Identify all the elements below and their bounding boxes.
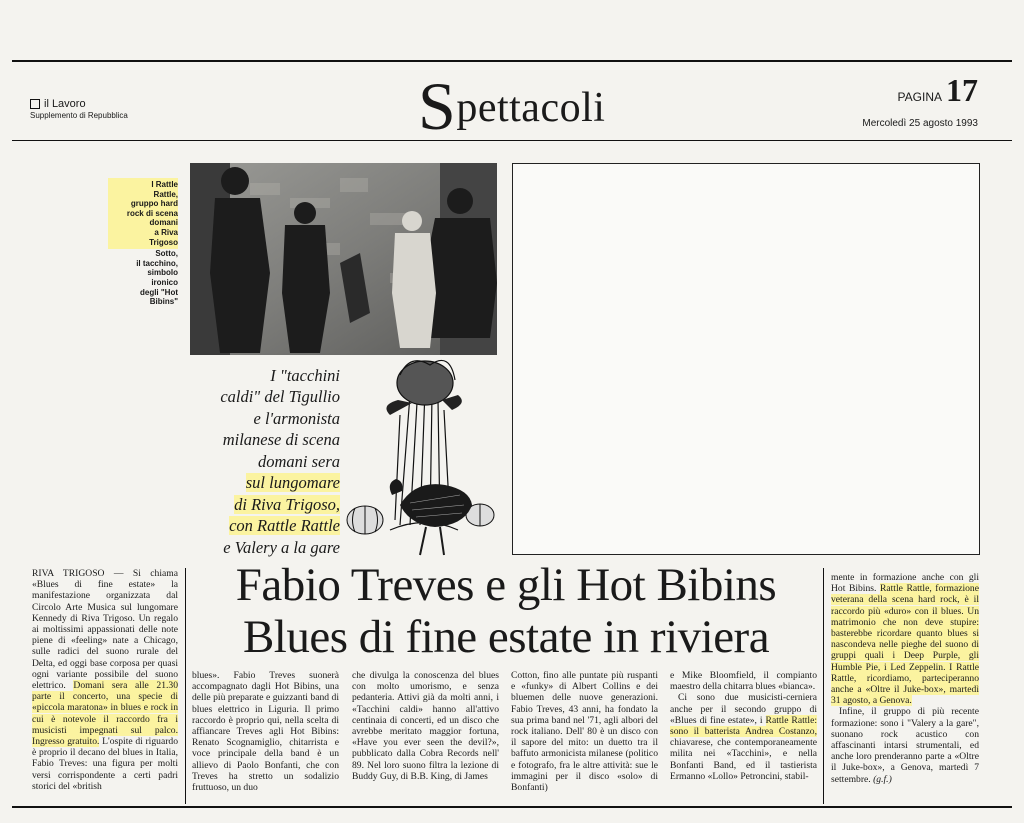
page-number-block (898, 72, 978, 109)
article-paragraph: Cotton, fino alle puntate più ruspanti e «funky» di Albert Collins e dei bluemen delle nuove generazioni. Fabio Treves, 43 anni, ha fondato la sua prima band nel '71, agli albori del rock italiano. Dell' 80 è un disco con il sapore del mito: un duetto tra il baffuto armonicista milanese (politico e fotografo, fra le altre attività: sue le immagini per il disco «solo» di Bonfanti) (511, 670, 658, 794)
caption-line: I Rattle (151, 180, 178, 189)
article-column-3 (352, 670, 499, 802)
page-number: 17 (946, 72, 978, 108)
paper-name-row (30, 98, 128, 110)
headline (200, 560, 812, 663)
caption-line: gruppo hard (130, 199, 178, 209)
checkbox-square-icon (30, 99, 40, 109)
article-paragraph: e Mike Bloomfield, il compianto maestro della chitarra blues «bianca». (670, 670, 817, 693)
turkey-illustration (340, 355, 510, 565)
subhead-line: caldi" del Tigullio (220, 387, 340, 407)
headline-line-2: Blues di fine estate in riviera (242, 610, 770, 663)
caption-line: Bibins" (149, 297, 178, 307)
left-column-rule (185, 568, 186, 804)
caption-line: il tacchino, (136, 258, 178, 268)
paper-name: il Lavoro (44, 98, 86, 110)
supplement-label: Supplemento di Repubblica (30, 111, 128, 120)
headline-line-1: Fabio Treves e gli Hot Bibins (235, 559, 777, 611)
masthead-left (30, 98, 128, 120)
article-paragraph: blues». Fabio Treves suonerà accompagnato dagli Hot Bibins, una delle più preparate e guizzanti band di blues elettrico in Liguria. Il primo raccordo è proprio qui, nella scelta di affiancare Treves agli Hot Bibins: Renato Scognamiglio, chitarrista e voce principale della band è un allievo di Paolo Bonfanti, che con Treves ha stretto un sodalizio fruttuoso, un duo (192, 670, 339, 794)
caption-line: degli "Hot (139, 287, 178, 297)
article-paragraph: Infine, il gruppo di più recente formazione: sono i "Valery a la gare", suonano rock acustico con affascinanti intarsi strumentali, ed anche loro prenderanno parte a «Oltre il Juke-box», a Genova, martedì 7 settembre. (g.f.) (831, 706, 979, 785)
band-photo-image (190, 163, 497, 355)
caption-line: domani (149, 218, 178, 228)
top-rule (12, 60, 1012, 62)
section-title-initial: S (418, 68, 457, 144)
caption-line: Rattle, (153, 189, 178, 199)
header-bottom-rule (12, 140, 1012, 141)
highlighted-text: Rattle Rattle: sono il batterista Andrea Costanzo, (670, 714, 817, 738)
subhead-line: e l'armonista (253, 408, 340, 428)
caption-highlighted (108, 178, 178, 249)
caption-line: simbolo (147, 268, 178, 278)
article-column-6 (831, 572, 979, 804)
section-title (418, 68, 606, 144)
subhead-line: domani sera (257, 451, 340, 471)
subhead-line: milanese di scena (222, 430, 340, 450)
caption-line: rock di scena (126, 208, 178, 218)
article-paragraph: RIVA TRIGOSO — Si chiama «Blues di fine estate» la manifestazione organizzata dal Circolo Arte Musica sul lungomare Kennedy di Riva Trigoso. Un regalo ai moltissimi appassionati delle note piene di «feeling» nate a Chicago, sulle radici del suono rurale del Delta, ed oggi base corposa per quasi ogni variante possibile del suono elettrico. Domani sera alle 21.30 parte il concerto, una specie di «piccola maratona» in blues e rock in cui è notevole il raccordo fra i musicisti impegnati sul palco. Ingresso gratuito. L'ospite di riguardo è proprio il decano del blues in Italia, Fabio Treves: una figura per molti versi corrispondente a certi padri storici del «british (32, 568, 178, 792)
subhead-line: I "tacchini (270, 366, 340, 385)
subhead-line: e Valery a la gare (223, 537, 340, 557)
subhead-highlight-line: di Riva Trigoso, (234, 494, 340, 514)
subhead-highlight-line: con Rattle Rattle (229, 516, 340, 536)
article-column-4 (511, 670, 658, 802)
issue-date: Mercoledì 25 agosto 1993 (862, 118, 978, 129)
article-column-2 (192, 670, 339, 802)
article-paragraph: mente in formazione anche con gli Hot Bibins. Rattle Rattle, formazione veterana della scena hard rock, è il raccordo più «duro» con il blues. Un matrimonio che non deve stupire: basterebbe ricordare quanto blues si nascondeva nelle pieghe del suono di gruppi quali i Deep Purple, gli Humble Pie, i Led Zeppelin. I Rattle Rattle, ricordiamo, parteciperanno anche a «Oltre il Juke-box», martedì 31 agosto, a Genova. (831, 572, 979, 707)
caption-line: ironico (151, 277, 178, 287)
subhead-highlight-line: sul lungomare (245, 473, 340, 493)
caption-line: a Riva (154, 227, 178, 237)
article-column-1 (32, 568, 178, 802)
article-column-5 (670, 670, 817, 802)
band-photo (190, 163, 497, 355)
article-paragraph: Ci sono due musicisti-cerniera anche per il secondo gruppo di «Blues di fine estate», i Rattle Rattle: sono il batterista Andrea Costanzo, chiavarese, che contemporaneamente milita nei «Tacchini», e nella Bonfanti Band, ed il tastierista Ermanno «Lollo» Petroncini, stabil- (670, 692, 817, 782)
right-column-rule (823, 568, 824, 804)
subheadline (200, 365, 340, 558)
photo-caption (108, 178, 178, 307)
caption-line: Trigoso (149, 237, 178, 247)
section-title-rest: pettacoli (456, 85, 606, 131)
article-paragraph: che divulga la conoscenza del blues con molto umorismo, e senza pedanteria. Attivi già da molti anni, i «Tacchini caldi» hanno all'attivo centinaia di concerti, ed un disco che avrebbe meritato maggior fortuna, «Have you ever seen the devil?», pubblicato dalla Cobra Records nell' 89. Nel loro suono filtra la lezione di Buddy Guy, di B.B. King, di James (352, 670, 499, 782)
empty-image-frame (512, 163, 980, 555)
bottom-rule (12, 806, 1012, 808)
page-label: PAGINA (897, 90, 942, 104)
highlighted-text: Domani sera alle 21.30 parte il concerto, una specie di «piccola maratona» in blues e rock in cui è notevole il raccordo fra i musicisti impegnati sul palco. Ingresso gratuito. (32, 680, 178, 748)
highlighted-text: Rattle Rattle, formazione veterana della scena hard rock, è il raccordo più «duro» con il blues. Un matrimonio che non deve stupire: basterebbe ricordare quanto blues si nascondeva nelle pieghe del suono di gruppi quali i Deep Purple, gli Humble Pie, i Led Zeppelin. I Rattle Rattle, ricordiamo, parteciperanno anche a «Oltre il Juke-box», martedì 31 agosto, a Genova. (831, 583, 979, 707)
author-signature: (g.f.) (873, 773, 892, 785)
caption-line: Sotto, (155, 249, 178, 259)
